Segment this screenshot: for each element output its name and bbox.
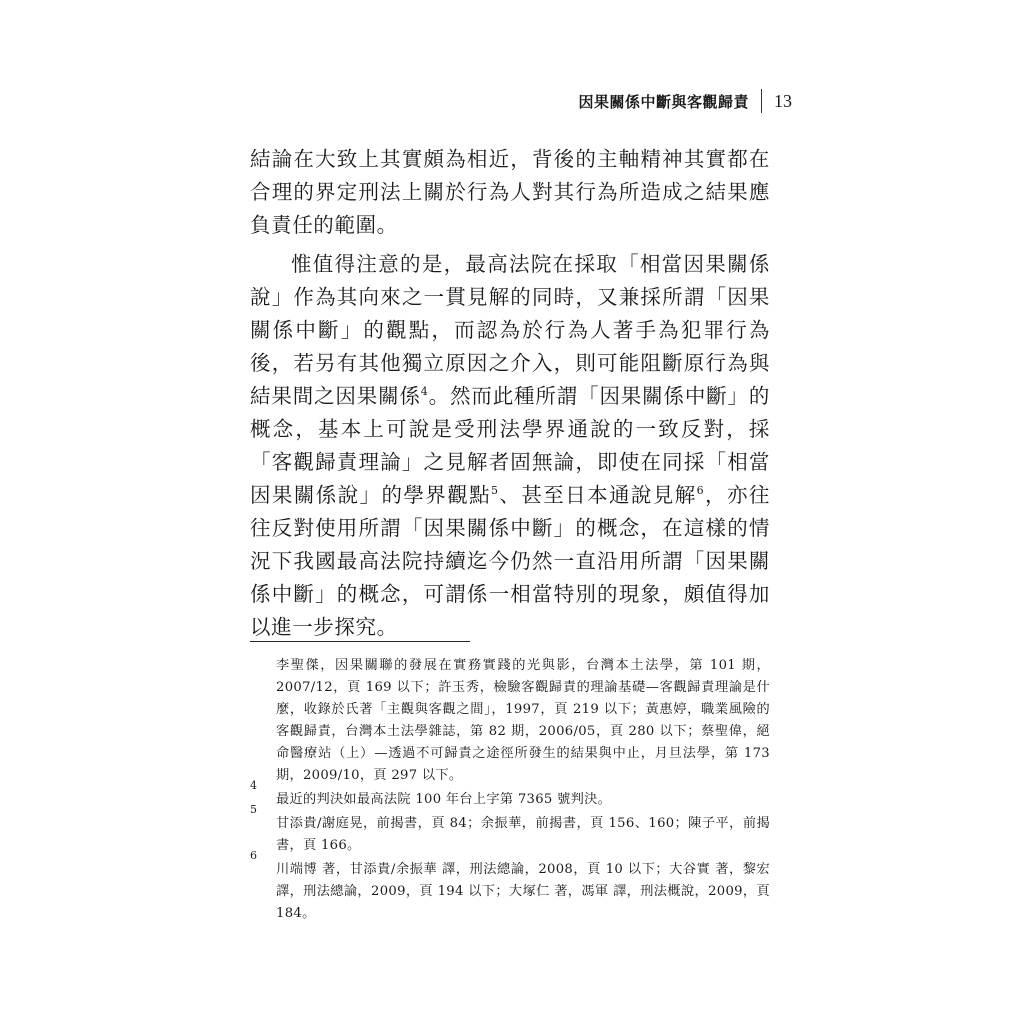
main-text: [250, 143, 770, 644]
paragraph-2-segment-4: ，亦往往反對使用所謂「因果關係中斷」的概念，在這樣的情況下我國最高法院持續迄今仍然一直沿用所謂「因果關係中斷」的概念，可謂係一相當特別的現象，頗值得加以進一步探究。: [250, 483, 770, 639]
header-divider: [761, 89, 762, 113]
footnote-text: 川端博 著，甘添貴/余振華 譯，刑法總論，2008，頁 10 以下；大谷實 著，黎宏 譯，刑法總論，2009，頁 194 以下；大塚仁 著，馮軍 譯，刑法概說，2009，頁 184。: [276, 862, 770, 921]
footnote-number: 4: [250, 779, 258, 792]
footnotes: [250, 655, 770, 927]
running-title: 因果關係中斷與客觀歸責: [578, 92, 749, 111]
page-number: 13: [774, 90, 792, 111]
running-header: [578, 88, 792, 114]
paragraph-2: [250, 248, 770, 644]
footnote-4: [250, 779, 770, 811]
paragraph-2-segment-3: 、甚至日本通說見解: [498, 483, 697, 507]
footnote-ref-6: 6: [696, 484, 705, 498]
footnote-text: 李聖傑，因果關聯的發展在實務實踐的光與影，台灣本土法學，第 101 期，2007/12，頁 169 以下；許玉秀，檢驗客觀歸責的理論基礎—客觀歸責理論是什麼，收錄於氏著「主觀與客觀之間」，1997，頁 219 以下；黃惠婷，職業風險的客觀歸責，台灣本土法學雜誌，第 82 期，2006/05，頁 280 以下；蔡聖偉，絕命醫療站（上）—透過不可歸責之途徑所發生的結果與中止，月旦法學，第 173 期，2009/10，頁 297 以下。: [276, 658, 770, 783]
footnote-ref-4: 4: [420, 385, 429, 399]
footnote-5: [250, 803, 770, 857]
footnote-ref-5: 5: [491, 484, 499, 498]
footnote-number: 6: [250, 849, 258, 862]
footnote-continued: [250, 655, 770, 787]
paragraph-2-segment-2: 。然而此種所謂「因果關係中斷」的概念，基本上可說是受刑法學界通說的一致反對，採「客觀歸責理論」之見解者固無論，即使在同採「相當因果關係說」的學界觀點: [250, 384, 770, 507]
paragraph-2-segment-1: 惟值得注意的是，最高法院在採取「相當因果關係說」作為其向來之一貫見解的同時，又兼採所謂「因果關係中斷」的觀點，而認為於行為人著手為犯罪行為後，若另有其他獨立原因之介入，則可能阻斷原行為與結果間之因果關係: [250, 252, 770, 408]
footnote-text: 最近的判決如最高法院 100 年台上字第 7365 號判決。: [276, 792, 612, 807]
footnote-text: 甘添貴/謝庭晃，前揭書，頁 84；余振華，前揭書，頁 156、160；陳子平，前揭書，頁 166。: [276, 816, 770, 853]
footnote-6: [250, 849, 770, 925]
paragraph-1: 結論在大致上其實頗為相近，背後的主軸精神其實都在合理的界定刑法上關於行為人對其行為所造成之結果應負責任的範圍。: [250, 147, 770, 237]
footnote-separator: [250, 641, 470, 642]
footnote-number: 5: [250, 803, 258, 816]
